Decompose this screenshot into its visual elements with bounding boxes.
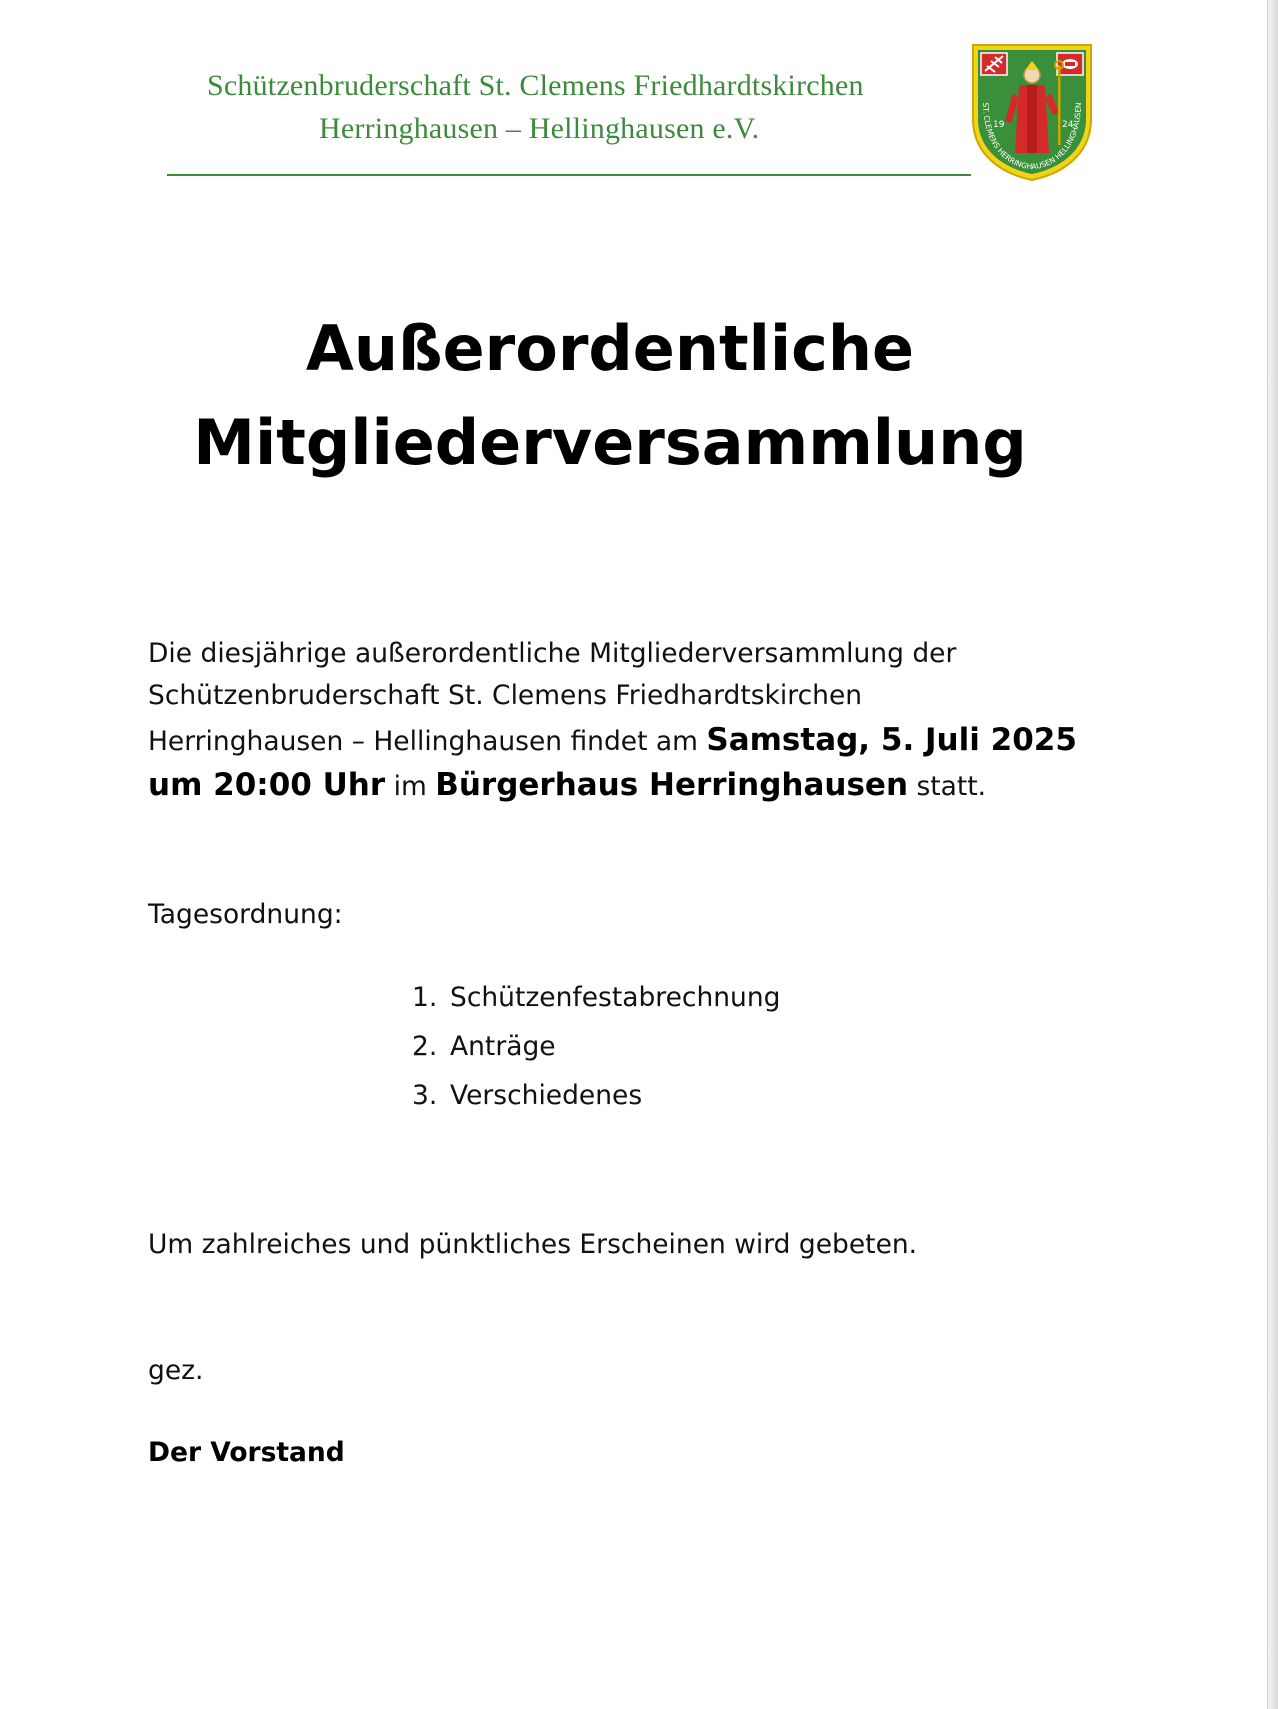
- crest-year-left: 19: [993, 120, 1005, 130]
- agenda-item-label: Anträge: [450, 1031, 556, 1062]
- body-line-3-text: Herringhausen – Hellinghausen findet am: [148, 726, 707, 757]
- agenda-item-label: Verschiedenes: [450, 1080, 643, 1111]
- event-date: Samstag, 5. Juli 2025: [706, 722, 1077, 758]
- body-line-4-statt: statt.: [908, 771, 987, 802]
- body-line-4: [148, 767, 986, 803]
- coat-of-arms-icon: [969, 41, 1095, 183]
- header-org-location: Herringhausen – Hellinghausen e.V.: [319, 112, 760, 145]
- list-item: [412, 1080, 642, 1111]
- event-location: Bürgerhaus Herringhausen: [435, 767, 909, 803]
- header-org-name: Schützenbruderschaft St. Clemens Friedhardtskirchen: [207, 69, 864, 102]
- page-edge: [1267, 0, 1278, 1709]
- body-line-4-im: im: [385, 771, 436, 802]
- body-line-2: Schützenbruderschaft St. Clemens Friedhardtskirchen: [148, 680, 863, 711]
- crest-ring-text: ST. CLEMENS HERRINGHAUSEN HELLINGHAUSEN: [980, 102, 1084, 172]
- agenda-item-number: 3.: [412, 1080, 438, 1111]
- agenda-item-label: Schützenfestabrechnung: [450, 982, 781, 1013]
- list-item: [412, 1031, 556, 1062]
- agenda-heading: Tagesordnung:: [148, 899, 343, 930]
- body-line-1: Die diesjährige außerordentliche Mitgliederversammlung der: [148, 638, 957, 669]
- page-title-line1: Außerordentliche: [305, 312, 915, 385]
- closing-request: Um zahlreiches und pünktliches Erscheinen wird gebeten.: [148, 1229, 918, 1260]
- agenda-item-number: 1.: [412, 982, 438, 1013]
- event-time: um 20:00 Uhr: [148, 767, 386, 803]
- body-line-3: [148, 722, 1077, 758]
- crest-year-right: 24: [1062, 120, 1074, 130]
- list-item: [412, 982, 780, 1013]
- header-divider: [167, 174, 971, 176]
- closing-signature: Der Vorstand: [148, 1437, 345, 1468]
- agenda-item-number: 2.: [412, 1031, 438, 1062]
- page-title-line2: Mitgliederversammlung: [193, 406, 1027, 479]
- closing-signed: gez.: [148, 1355, 204, 1386]
